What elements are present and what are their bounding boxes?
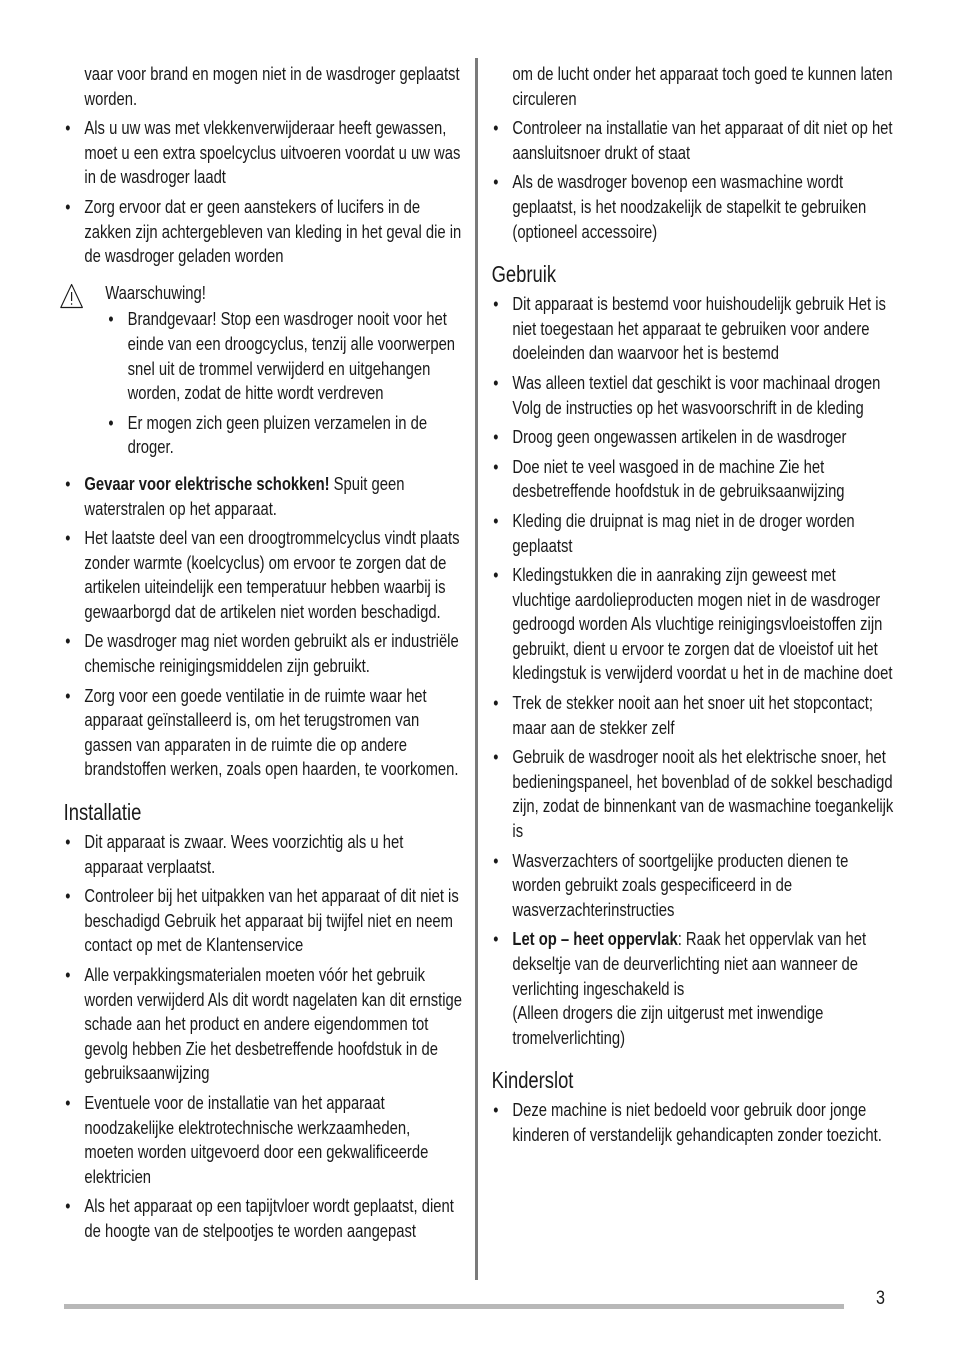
warning-box bbox=[62, 281, 464, 460]
warning-list bbox=[105, 307, 463, 460]
list-item-text: Spuit geen waterstralen op het apparaat. bbox=[84, 472, 405, 519]
list-item: • Trek de stekker nooit aan het snoer uit het stopcontact; maar aan de stekker zelf bbox=[490, 691, 894, 740]
list-item: • Dit apparaat is zwaar. Wees voorzichtig als u het apparaat verplaatst. bbox=[62, 830, 464, 879]
page-number: 3 bbox=[876, 1288, 885, 1309]
column-divider bbox=[475, 58, 478, 1280]
list-item: • Droog geen ongewassen artikelen in de wasdroger bbox=[490, 425, 894, 450]
list-item-note: (Alleen drogers die zijn uitgerust met inwendige tromelverlichting) bbox=[512, 1002, 824, 1048]
warning-title: Waarschuwing! bbox=[105, 281, 206, 303]
list-item: • Deze machine is niet bedoeld voor gebruik door jonge kinderen of verstandelijk gehandicapten zonder toezicht. bbox=[490, 1098, 894, 1147]
list-item: • Dit apparaat is bestemd voor huishoudelijk gebruik Het is niet toegestaan het apparaat te gebruiken voor andere doeleinden dan waarvoor het is bestemd bbox=[490, 292, 894, 366]
list-item: • Als u uw was met vlekkenverwijderaar heeft gewassen, moet u een extra spoelcyclus uitvoeren voordat u uw was in de wasdroger laadt bbox=[62, 116, 464, 190]
list-item bbox=[490, 927, 894, 1050]
continued-text: om de lucht onder het apparaat toch goed te kunnen laten circuleren bbox=[512, 63, 893, 109]
list-item: • Zorg ervoor dat er geen aanstekers of lucifers in de zakken zijn achtergebleven van kleding in het geval die in de wasdroger geladen worden bbox=[62, 195, 464, 269]
warning-triangle-icon bbox=[60, 283, 84, 309]
list-item-text: : Raak het oppervlak van het dekseltje van de deurverlichting niet aan wanneer de verlichting ingeschakeld is bbox=[512, 928, 867, 999]
list-item: • Controleer bij het uitpakken van het apparaat of dit niet is beschadigd Gebruik het apparaat bij twijfel niet en neem contact op met de Klantenservice bbox=[62, 884, 464, 958]
list-item: • Was alleen textiel dat geschikt is voor machinaal drogen Volg de instructies op het wasvoorschrift in de kleding bbox=[490, 371, 894, 420]
bullet-list bbox=[62, 472, 464, 782]
continued-text: vaar voor brand en mogen niet in de wasdroger geplaatst worden. bbox=[84, 63, 460, 109]
list-item: • Het laatste deel van een droogtrommelcyclus vindt plaats zonder warmte (koelcyclus) om ervoor te zorgen dat de artikelen uiteindelijk een temperatuur hebben waarbij is gewaarborgd dat de artikelen niet worden beschadigd. bbox=[62, 526, 464, 624]
list-item: • Kleding die druipnat is mag niet in de droger worden geplaatst bbox=[490, 509, 894, 558]
section-heading-gebruik: Gebruik bbox=[491, 261, 557, 288]
right-column bbox=[490, 62, 894, 1153]
list-item: • Kledingstukken die in aanraking zijn geweest met vluchtige aardolieproducten mogen niet in de wasdroger gedroogd worden Als vluchtige reinigingsvloeistoffen zijn gebruikt, dient u ervoor te zorgen dat de vloeistof uit het kledingstuk is verwijderd voordat u het in de machine doet bbox=[490, 563, 894, 686]
section-heading-kinderslot: Kinderslot bbox=[491, 1067, 574, 1094]
bullet-list bbox=[490, 292, 894, 1050]
list-item: • Gebruik de wasdroger nooit als het elektrische snoer, het bedieningspaneel, het bovenblad of de sokkel beschadigd zijn, zodat de binnenkant van de wasmachine toegankelijk is bbox=[490, 745, 894, 843]
left-column bbox=[62, 62, 464, 1249]
list-item: • Als het apparaat op een tapijtvloer wordt geplaatst, dient de hoogte van de stelpootjes te worden aangepast bbox=[62, 1194, 464, 1243]
list-item: • Wasverzachters of soortgelijke producten dienen te worden gebruikt zoals gespecificeerd in de wasverzachterinstructies bbox=[490, 849, 894, 923]
list-item: • Zorg voor een goede ventilatie in de ruimte waar het apparaat geïnstalleerd is, om het terugstromen van gassen van apparaten in de ruimte die op andere brandstoffen werken, zoals open haarden, te voorkomen. bbox=[62, 684, 464, 782]
bullet-list bbox=[62, 830, 464, 1244]
list-item: • Als de wasdroger bovenop een wasmachine wordt geplaatst, is het noodzakelijk de stapelkit te gebruiken (optioneel accessoire) bbox=[490, 170, 894, 244]
bullet-list bbox=[490, 1098, 894, 1147]
list-item bbox=[62, 472, 464, 521]
list-item: • Eventuele voor de installatie van het apparaat noodzakelijke elektrotechnische werkzaamheden, moeten worden uitgevoerd door een gekwalificeerde elektricien bbox=[62, 1091, 464, 1189]
bullet-list bbox=[62, 116, 464, 269]
list-item: • Er mogen zich geen pluizen verzamelen in de droger. bbox=[105, 411, 463, 460]
list-item: • Brandgevaar! Stop een wasdroger nooit voor het einde van een droogcyclus, tenzij alle voorwerpen snel uit de trommel verwijderd en uitgehangen worden, zodat de hitte wordt verdreven bbox=[105, 307, 463, 405]
list-item: • De wasdroger mag niet worden gebruikt als er industriële chemische reinigingsmiddelen zijn gebruikt. bbox=[62, 629, 464, 678]
footer-rule bbox=[64, 1304, 844, 1309]
list-item: • Controleer na installatie van het apparaat of dit niet op het aansluitsnoer drukt of staat bbox=[490, 116, 894, 165]
section-heading-installatie: Installatie bbox=[63, 799, 142, 826]
list-item: • Doe niet te veel wasgoed in de machine Zie het desbetreffende hoofdstuk in de gebruiksaanwijzing bbox=[490, 455, 894, 504]
list-item: • Alle verpakkingsmaterialen moeten vóór het gebruik worden verwijderd Als dit wordt nagelaten kan dit ernstige schade aan het product en andere eigendommen tot gevolg hebben Zie het desbetreffende hoofdstuk in de gebruiksaanwijzing bbox=[62, 963, 464, 1086]
bullet-list bbox=[490, 116, 894, 244]
emphasis-text: Let op – heet oppervlak bbox=[512, 928, 678, 950]
emphasis-text: Gevaar voor elektrische schokken! bbox=[84, 472, 330, 494]
